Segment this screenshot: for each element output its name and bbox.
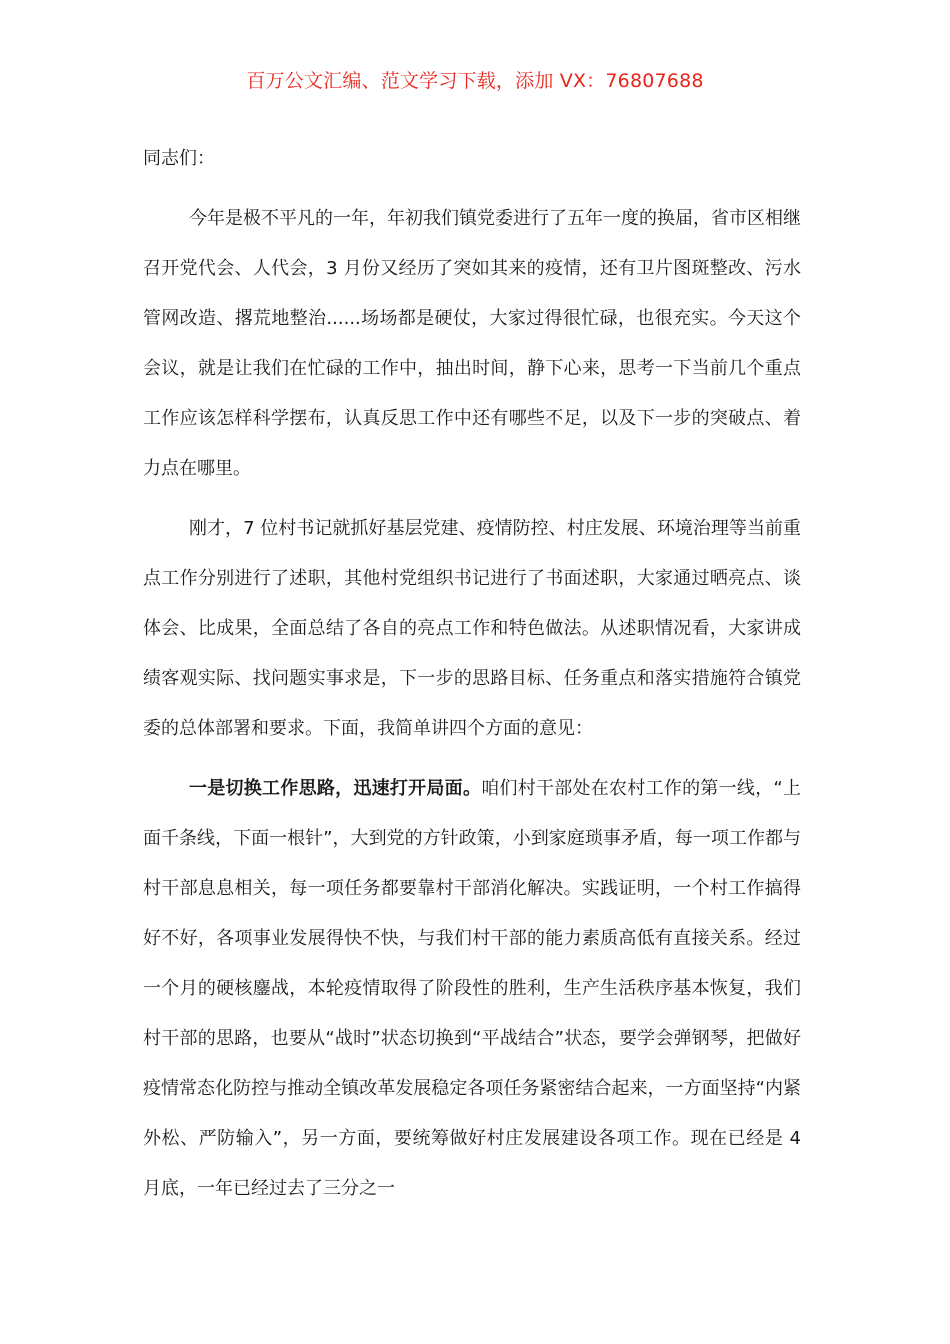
paragraph-1 [143, 194, 801, 494]
paragraph-1-text: 今年是极不平凡的一年，年初我们镇党委进行了五年一度的换届，省市区相继召开党代会、人代会，3 月份又经历了突如其来的疫情，还有卫片图斑整改、污水管网改造、撂荒地整治......场场都是硬仗，大家过得很忙碌，也很充实。今天这个会议，就是让我们在忙碌的工作中，抽出时间，静下心来，思考一下当前几个重点工作应该怎样科学摆布，认真反思工作中还有哪些不足，以及下一步的突破点、着力点在哪里。 [143, 208, 801, 479]
salutation: 同志们： [143, 148, 215, 169]
paragraph-3 [143, 764, 801, 1214]
paragraph-3-text: 咱们村干部处在农村工作的第一线，“上面千条线，下面一根针”，大到党的方针政策，小到家庭琐事矛盾，每一项工作都与村干部息息相关，每一项任务都要靠村干部消化解决。实践证明，一个村工作搞得好不好，各项事业发展得快不快，与我们村干部的能力素质高低有直接关系。经过一个月的硬核鏖战，本轮疫情取得了阶段性的胜利，生产生活秩序基本恢复，我们村干部的思路，也要从“战时”状态切换到“平战结合”状态，要学会弹钢琴，把做好疫情常态化防控与推动全镇改革发展稳定各项任务紧密结合起来，一方面坚持“内紧外松、严防输入”，另一方面，要统筹做好村庄发展建设各项工作。现在已经是 4 月底，一年已经过去了三分之一 [143, 778, 801, 1199]
watermark-header: 百万公文汇编、范文学习下载，添加 VX：76807688 [246, 70, 704, 92]
paragraph-2-text: 刚才，7 位村书记就抓好基层党建、疫情防控、村庄发展、环境治理等当前重点工作分别进行了述职，其他村党组织书记进行了书面述职，大家通过晒亮点、谈体会、比成果，全面总结了各自的亮点工作和特色做法。从述职情况看，大家讲成绩客观实际、找问题实事求是，下一步的思路目标、任务重点和落实措施符合镇党委的总体部署和要求。下面，我简单讲四个方面的意见： [143, 518, 801, 739]
paragraph-3-lead: 一是切换工作思路，迅速打开局面。 [189, 778, 482, 799]
paragraph-2 [143, 504, 801, 754]
document-body [143, 134, 801, 1224]
